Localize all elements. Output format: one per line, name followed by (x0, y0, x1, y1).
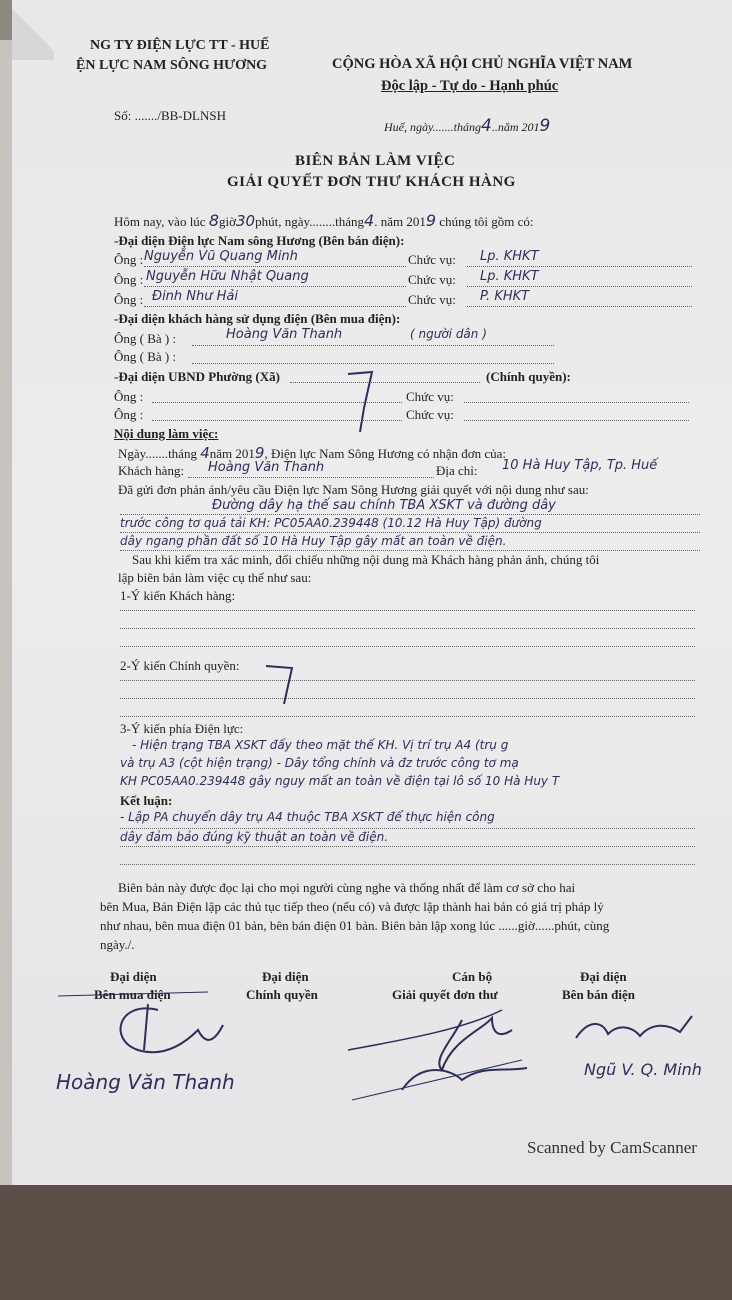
intro-mid-1: giờ (219, 214, 237, 229)
date-month: 4 (481, 116, 492, 136)
title-line-2: GIẢI QUYẾT ĐƠN THƯ KHÁCH HÀNG (227, 174, 516, 190)
intro-month: 4 (364, 211, 375, 230)
conclusion-hw-2: dây đảm bảo đúng kỹ thuật an toàn về điện. (120, 830, 389, 844)
buyer-row-1-note: ( người dân ) (410, 327, 487, 341)
intro-prefix: Hôm nay, vào lúc (114, 214, 206, 229)
content-date-month: 4 (200, 444, 210, 462)
gov-row-1-role-label: Chức vụ: (406, 389, 454, 404)
dotted-line (192, 363, 554, 364)
power-hw-1: - Hiện trạng TBA XSKT đấy theo mặt thế KH. Vị trí trụ A4 (trụ g (132, 738, 509, 752)
gov-row-2-label: Ông : (114, 407, 144, 422)
customer-opinion-heading: 1-Ý kiến Khách hàng: (120, 588, 236, 603)
closing-line-2: bên Mua, Bán Điện lập các thủ tục tiếp theo (nếu có) và được lập thành hai bản có giá trị pháp lý (100, 899, 604, 914)
officer-signature (342, 1000, 542, 1110)
seller-signed-name: Ngũ V. Q. Minh (584, 1060, 702, 1079)
power-hw-2: và trụ A3 (cột hiện trạng) - Dây tổng chính và đz trước công tơ mạ (120, 756, 519, 770)
seller-heading: -Đại diện Điện lực Nam sông Hương (Bên bán điện): (114, 233, 405, 248)
request-line: Đã gửi đơn phản ánh/yêu cầu Điện lực Nam Sông Hương giải quyết với nội dung như sau: (118, 482, 589, 497)
customer-name: Hoàng Văn Thanh (208, 460, 325, 475)
seller-row-3-role-label: Chức vụ: (408, 292, 456, 307)
address-value: 10 Hà Huy Tập, Tp. Huế (502, 458, 658, 473)
dotted-line (188, 477, 434, 478)
dotted-line (120, 550, 700, 551)
sig-buyer-title-1: Đại diện (110, 969, 157, 984)
date-prefix: Huế, ngày.......tháng (384, 120, 481, 134)
content-date-mid: năm 201 (209, 446, 255, 461)
sig-gov-title-2: Chính quyền (246, 987, 318, 1002)
dotted-line (120, 846, 695, 847)
dotted-line (144, 306, 406, 307)
title-line-1: BIÊN BẢN LÀM VIỆC (295, 153, 456, 169)
intro-hour: 8 (208, 211, 220, 230)
content-date-year: 9 (254, 444, 265, 462)
company-line-1: NG TY ĐIỆN LỰC TT - HUẾ (90, 38, 270, 53)
background-table (0, 1185, 732, 1300)
content-date-suffix: , Điện lực Nam Sông Hương có nhận đơn của: (264, 446, 507, 461)
request-hw-2: trước công tơ quá tải KH: PC05AA0.239448 (10.12 Hà Huy Tập) đường (120, 516, 542, 530)
check-line-2: lập biên bản làm việc cụ thể như sau: (118, 570, 312, 585)
content-date-prefix: Ngày.......tháng (118, 446, 197, 461)
document-date (384, 116, 550, 136)
sig-buyer-title-2: Bên mua điện (94, 987, 171, 1002)
gov-row-2-role-label: Chức vụ: (406, 407, 454, 422)
content-heading: Nội dung làm việc: (114, 426, 219, 441)
conclusion-heading: Kết luận: (120, 793, 173, 808)
buyer-row-1-label: Ông ( Bà ) : (114, 331, 177, 346)
check-line-1: Sau khi kiểm tra xác minh, đối chiếu những nội dung mà Khách hàng phản ánh, chúng tôi (132, 552, 600, 567)
dotted-line (464, 402, 689, 403)
buyer-signed-name: Hoàng Văn Thanh (56, 1070, 235, 1094)
intro-mid-2: phút, ngày........tháng (255, 214, 365, 229)
dotted-line (120, 628, 695, 629)
seller-row-3-name: Đinh Như Hải (152, 289, 238, 304)
dotted-line (192, 345, 554, 346)
dotted-line (144, 286, 406, 287)
buyer-heading: -Đại diện khách hàng sử dụng điện (Bên mua điện): (114, 311, 401, 326)
sig-seller-title-2: Bên bán điện (562, 987, 635, 1002)
closing-line-4: ngày./. (100, 937, 135, 952)
seller-row-2-label: Ông : (114, 272, 144, 287)
sig-seller-title-1: Đại diện (580, 969, 627, 984)
dotted-line (467, 306, 692, 307)
dotted-line (120, 532, 700, 533)
date-mid: ..năm 201 (491, 120, 540, 134)
seller-row-1-name: Nguyễn Vũ Quang Minh (144, 249, 298, 264)
address-label: Địa chỉ: (436, 463, 478, 478)
intro-mid-3: . năm 201 (374, 214, 426, 229)
seller-row-2-role: Lp. KHKT (480, 269, 539, 284)
intro-year: 9 (425, 211, 437, 230)
page-fold (12, 0, 54, 60)
scanner-watermark: Scanned by CamScanner (527, 1138, 697, 1157)
seller-row-1-role: Lp. KHKT (480, 249, 539, 264)
closing-line-3: như nhau, bên mua điện 01 bản, bên bán điện 01 bản. Biên bản lập xong lúc ......giờ......phút, cùng (100, 918, 610, 933)
customer-label: Khách hàng: (118, 463, 185, 478)
dotted-line (290, 382, 480, 383)
seller-row-2-name: Nguyễn Hữu Nhật Quang (146, 269, 309, 284)
document-page (12, 0, 732, 1185)
dotted-line (120, 610, 695, 611)
power-hw-3: KH PC05AA0.239448 gây nguy mất an toàn về điện tại lô số 10 Hà Huy T (120, 774, 560, 788)
dotted-line (144, 266, 406, 267)
seller-row-3-label: Ông : (114, 292, 144, 307)
request-hw-1: Đường dây hạ thế sau chính TBA XSKT và đường dây (212, 498, 556, 513)
company-line-2: ỆN LỰC NAM SÔNG HƯƠNG (76, 58, 268, 73)
buyer-row-1-name: Hoàng Văn Thanh (226, 327, 343, 342)
country-name: CỘNG HÒA XÃ HỘI CHỦ NGHĨA VIỆT NAM (332, 56, 633, 72)
dotted-line (467, 286, 692, 287)
request-hw-3: dây ngang phần đất số 10 Hà Huy Tập gây mất an toàn về điện. (120, 534, 507, 548)
seller-row-1-role-label: Chức vụ: (408, 252, 456, 267)
dotted-line (120, 680, 695, 681)
dotted-line (120, 828, 695, 829)
buyer-row-2-label: Ông ( Bà ) : (114, 349, 177, 364)
dotted-line (120, 864, 695, 865)
seller-signature (568, 1010, 708, 1050)
sig-officer-title-1: Cán bộ (452, 969, 493, 984)
slash-mark (342, 368, 382, 438)
gov-heading-suffix: (Chính quyền): (486, 369, 571, 384)
closing-line-1: Biên bản này được đọc lại cho mọi người cùng nghe và thống nhất để làm cơ sở cho hai (118, 880, 576, 895)
sig-gov-title-1: Đại diện (262, 969, 309, 984)
seller-row-2-role-label: Chức vụ: (408, 272, 456, 287)
intro-line (114, 211, 534, 230)
intro-minute: 30 (236, 212, 256, 230)
dotted-line (120, 646, 695, 647)
gov-row-1-label: Ông : (114, 389, 144, 404)
gov-opinion-heading: 2-Ý kiến Chính quyền: (120, 658, 240, 673)
seller-row-3-role: P. KHKT (480, 289, 530, 304)
dotted-line (120, 698, 695, 699)
gov-heading: -Đại diện UBND Phường (Xã) (114, 369, 280, 384)
power-opinion-heading: 3-Ý kiến phía Điện lực: (120, 721, 244, 736)
dotted-line (467, 266, 692, 267)
sig-officer-title-2: Giải quyết đơn thư (392, 987, 498, 1002)
intro-suffix: chúng tôi gồm có: (439, 214, 534, 229)
conclusion-hw-1: - Lập PA chuyển dây trụ A4 thuộc TBA XSKT để thực hiện công (120, 810, 495, 824)
dotted-line (464, 420, 689, 421)
slash-mark (262, 660, 302, 708)
document-number: Số: ......./BB-DLNSH (114, 108, 226, 123)
dotted-line (120, 514, 700, 515)
dotted-line (120, 716, 695, 717)
motto: Độc lập - Tự do - Hạnh phúc (381, 78, 559, 94)
date-year: 9 (539, 116, 551, 136)
seller-row-1-label: Ông : (114, 252, 144, 267)
